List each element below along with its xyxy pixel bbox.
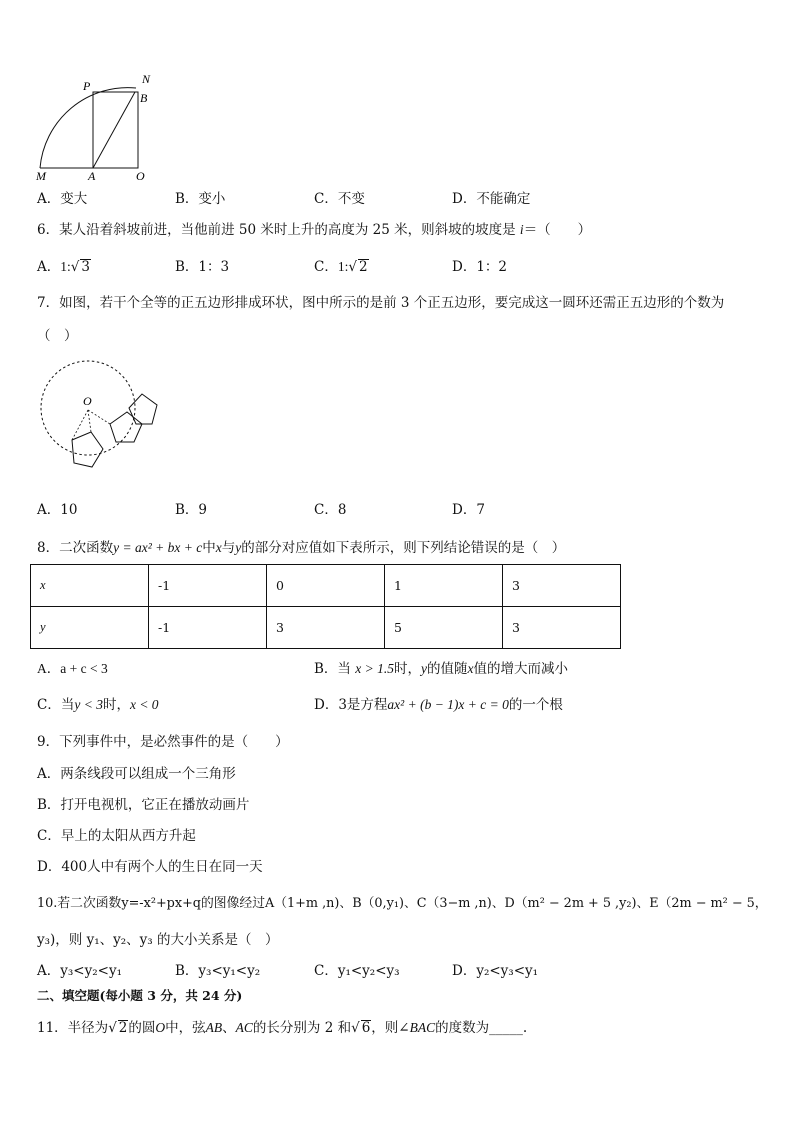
q8-option-d: D．3是方程ax² + (b − 1)x + c = 0的一个根	[314, 697, 563, 713]
q7-paren: （ ）	[37, 328, 78, 344]
q7-label-O: O	[83, 394, 92, 408]
q8-option-b: B．当 x > 1.5时，y的值随x值的增大而减小	[314, 661, 568, 677]
table-cell: 0	[267, 565, 385, 607]
table-cell: 3	[503, 607, 621, 649]
q8-option-c: C．当y < 3时，x < 0	[37, 697, 159, 713]
q7-option-a: A．10	[37, 502, 78, 518]
q5-option-d: D．不能确定	[452, 191, 531, 207]
q10-stem-line1: 10.若二次函数y=-x²+px+q的图像经过A（1+m ,n)、B（0,y₁)、C（3−m ,n)、D（m² − 2m + 5 ,y₂)、E（2m − m² − 5，	[37, 896, 768, 911]
label-M: M	[36, 169, 46, 182]
q11-stem: 11．半径为√ 2的圆O中，弦AB、AC的长分别为 2 和√ 6，则∠BAC的度数为_____.	[37, 1020, 528, 1036]
table-cell: 3	[267, 607, 385, 649]
label-P: P	[83, 79, 91, 93]
q9-stem: 9．下列事件中，是必然事件的是（ ）	[37, 734, 289, 750]
q9-option-a: A．两条线段可以组成一个三角形	[37, 766, 236, 782]
q6-option-d: D．1：2	[452, 259, 508, 275]
figure-q7	[30, 352, 170, 482]
table-cell: 1	[385, 565, 503, 607]
table-cell: 5	[385, 607, 503, 649]
q10-stem-line2: y₃)，则 y₁、y₂、y₃ 的大小关系是（ ）	[37, 932, 279, 948]
q6-stem	[37, 218, 591, 238]
label-A: A	[88, 169, 96, 182]
q5-option-b: B．变小	[175, 191, 226, 207]
table-row	[31, 565, 621, 607]
q10-option-b: B．y₃<y₁<y₂	[175, 963, 261, 979]
q10-option-a: A．y₃<y₂<y₁	[37, 963, 122, 979]
q7-option-c: C．8	[314, 502, 347, 518]
label-N: N	[142, 72, 151, 86]
q6-tail: ＝（ ）	[523, 222, 592, 238]
q10-option-d: D．y₂<y₃<y₁	[452, 963, 539, 979]
q7-option-d: D．7	[452, 502, 485, 518]
label-B: B	[140, 91, 148, 105]
q8-stem: 8．二次函数y = ax² + bx + c中x与y的部分对应值如下表所示，则下列结论错误的是（ ）	[37, 540, 566, 556]
q6-text: 6．某人沿着斜坡前进，当他前进 50 米时上升的高度为 25 米，则斜坡的坡度是	[37, 222, 516, 238]
table-cell: -1	[149, 565, 267, 607]
q6-option-a: A．1:√ 3	[37, 259, 90, 275]
section-heading: 二、填空题(每小题 3 分，共 24 分)	[37, 988, 243, 1003]
q6-option-b: B．1：3	[175, 259, 230, 275]
q10-option-c: C．y₁<y₂<y₃	[314, 963, 400, 979]
q6-var: i	[519, 222, 524, 237]
table-cell: -1	[149, 607, 267, 649]
q5-option-a: A．变大	[37, 191, 88, 207]
table-cell: 3	[503, 565, 621, 607]
q8-function: y = ax² + bx + c	[113, 540, 203, 555]
q8-option-a: A．a + c < 3	[37, 661, 108, 676]
table-row	[31, 607, 621, 649]
label-O: O	[136, 169, 145, 182]
q9-option-c: C．早上的太阳从西方升起	[37, 828, 196, 844]
table-cell: x	[31, 565, 149, 607]
q5-option-c: C．不变	[314, 191, 365, 207]
q9-option-d: D．400人中有两个人的生日在同一天	[37, 859, 263, 875]
q6-option-c: C．1:√ 2	[314, 259, 368, 275]
q8-value-table	[30, 564, 621, 649]
q7-stem: 7．如图，若干个全等的正五边形排成环状，图中所示的是前 3 个正五边形，要完成这一圆环还需正五边形的个数为	[37, 295, 725, 311]
q9-option-b: B．打开电视机，它正在播放动画片	[37, 797, 250, 813]
figure-q5	[30, 70, 160, 182]
q7-option-b: B．9	[175, 502, 208, 518]
table-cell: y	[31, 607, 149, 649]
